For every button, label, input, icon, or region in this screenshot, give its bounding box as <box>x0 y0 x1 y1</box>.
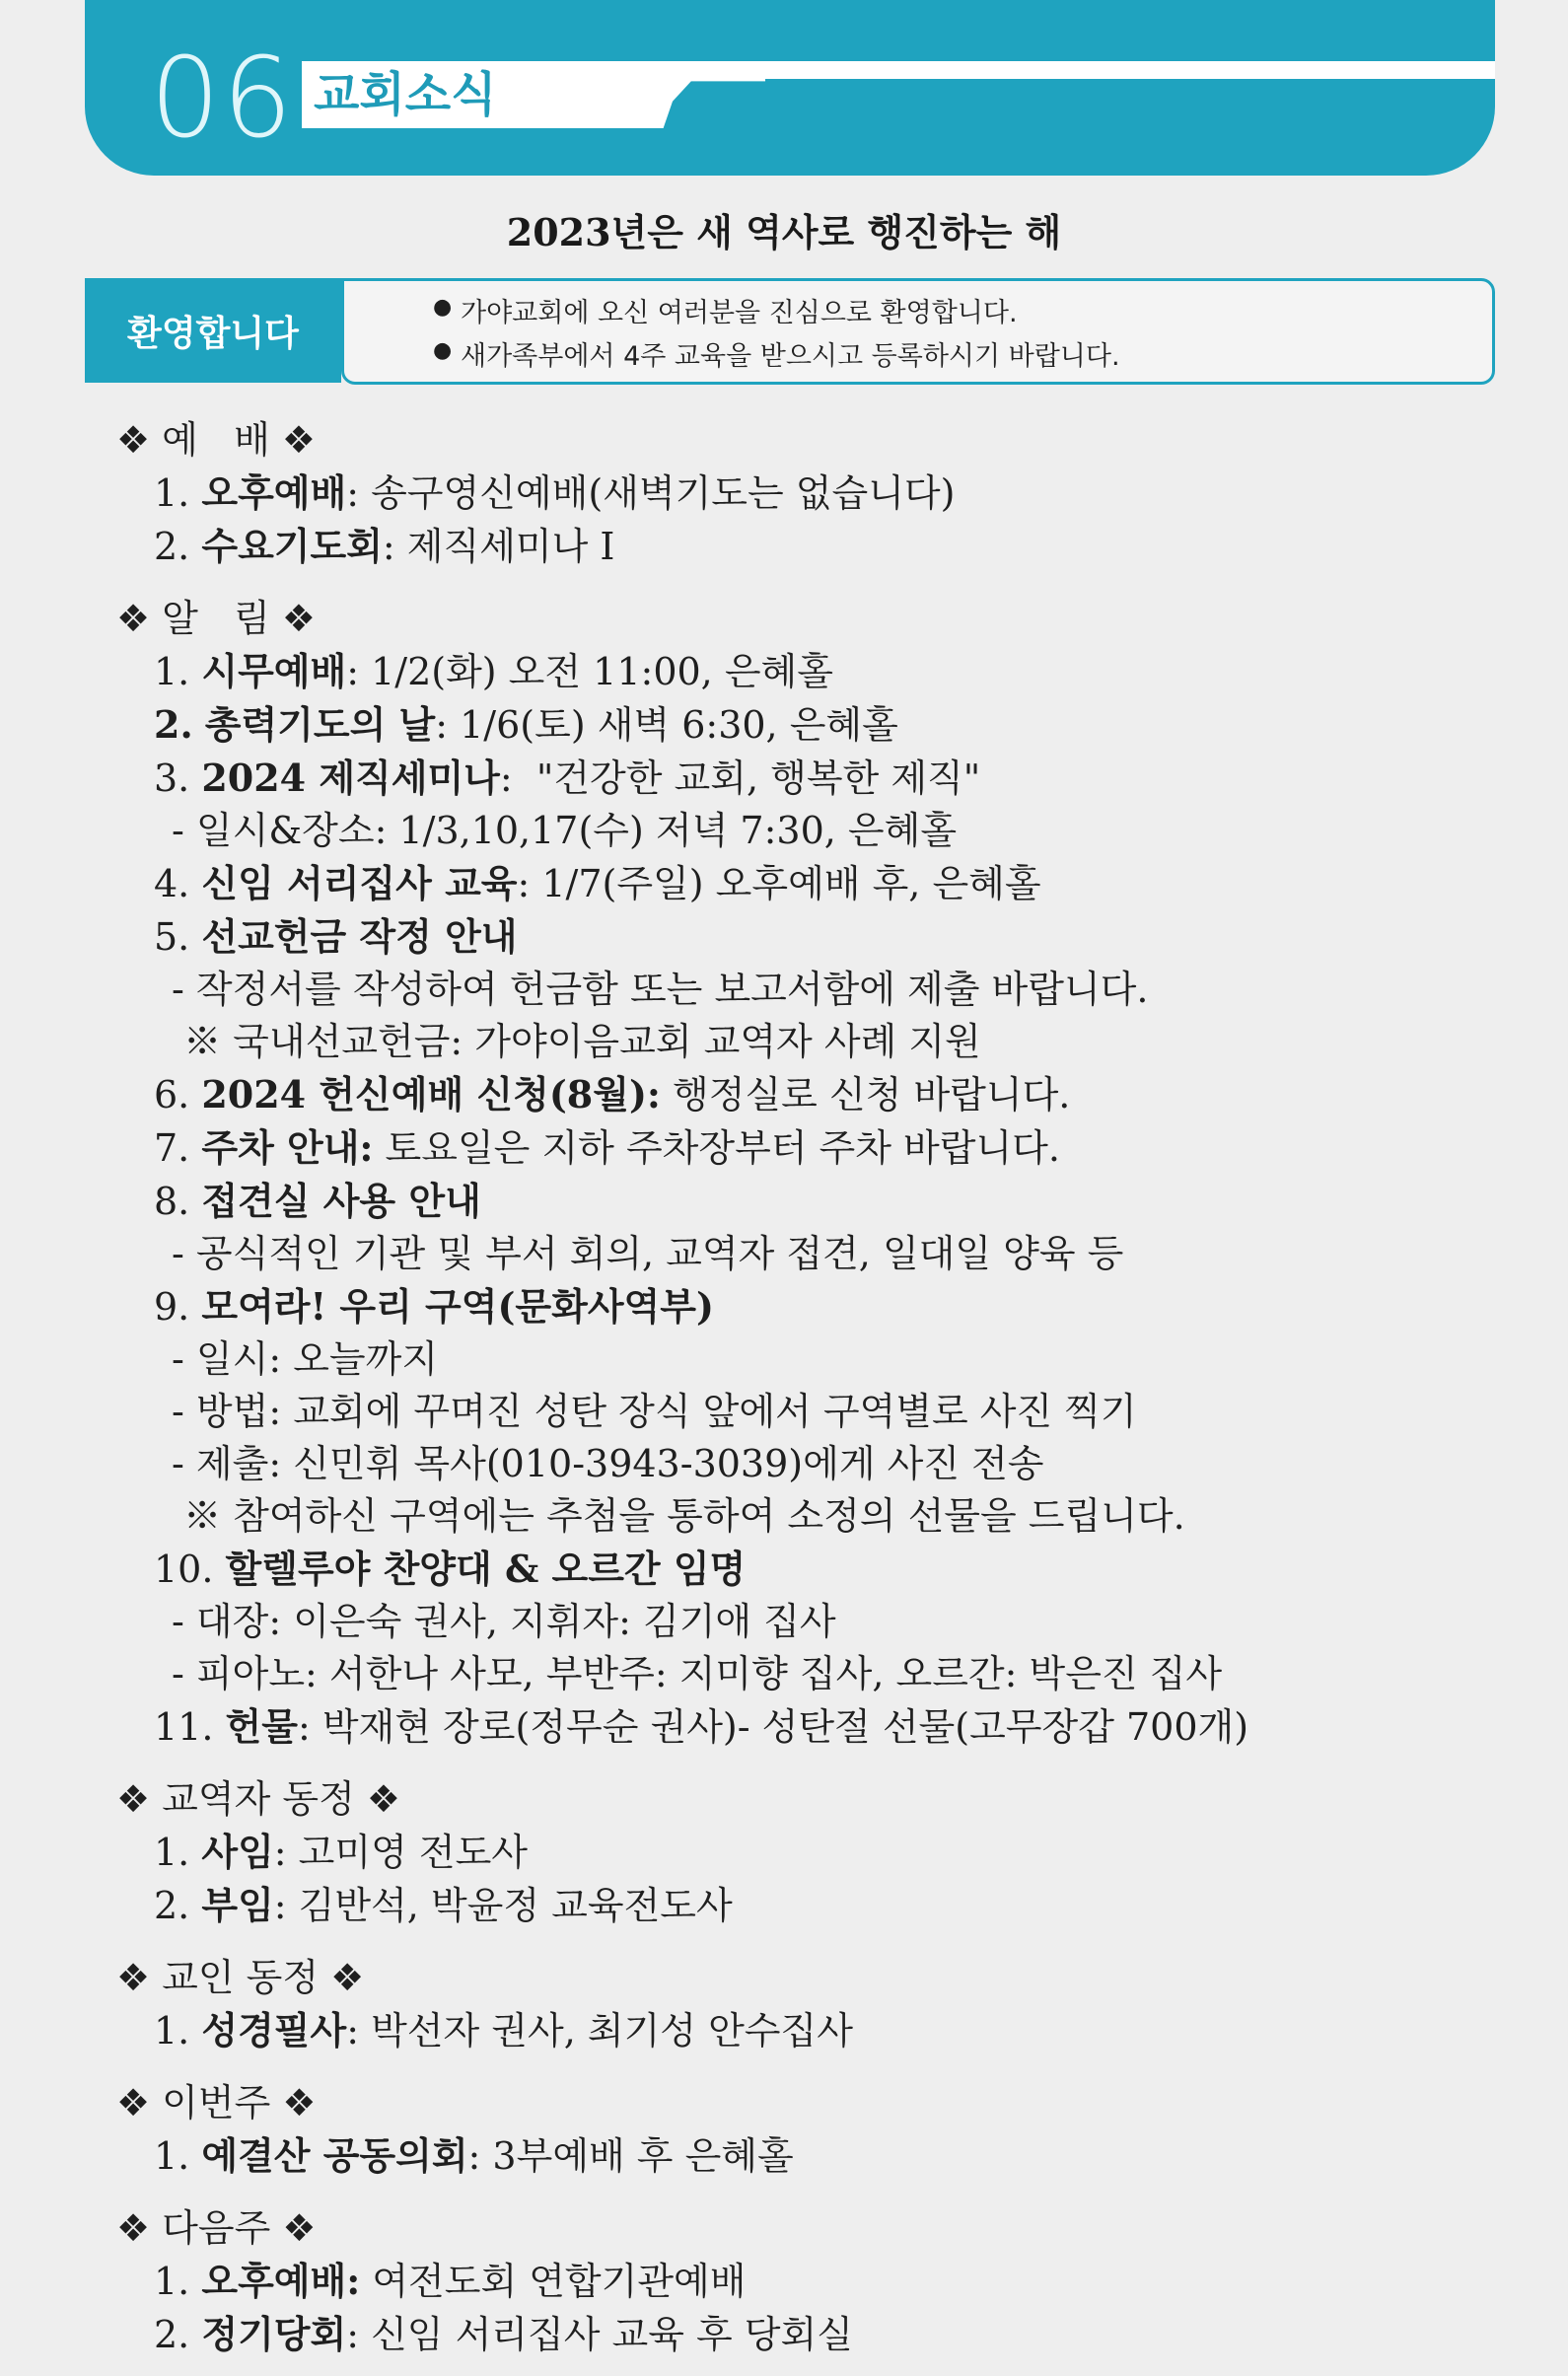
item-label: 할렐루야 찬양대 & 오르간 임명 <box>225 1547 747 1591</box>
item-detail: : 1/6(토) 새벽 6:30, 은혜홀 <box>435 703 898 747</box>
announcement-section <box>116 593 1477 1754</box>
item-label: 신임 서리집사 교육 <box>201 861 518 905</box>
section-heading <box>116 2077 1477 2129</box>
diamond-icon: ❖ <box>270 2206 317 2250</box>
item-label: 총력기도의 날 <box>204 702 436 747</box>
item-detail: 여전도회 연합기관예배 <box>360 2260 747 2303</box>
list-subitem: - 일시&장소: 1/3,10,17(수) 저녁 7:30, 은혜홀 <box>172 809 958 852</box>
item-number: 2. <box>154 702 193 747</box>
welcome-box <box>85 278 1495 383</box>
item-number: 8. <box>154 1180 190 1223</box>
list-item <box>116 1700 1477 1754</box>
list-item <box>116 1543 1477 1596</box>
announcements <box>116 414 1477 2361</box>
list-item <box>116 2255 1477 2308</box>
section-heading-text: 이번주 <box>162 2081 271 2124</box>
announcement-section <box>116 414 1477 573</box>
list-item <box>116 2129 1477 2183</box>
item-number: 1. <box>154 1831 190 1874</box>
item-number: 6. <box>154 1073 190 1116</box>
list-item <box>116 2308 1477 2361</box>
diamond-icon: ❖ <box>319 1956 365 1999</box>
item-number: 1. <box>154 2260 190 2303</box>
item-label: 성경필사 <box>201 2008 347 2052</box>
announcement-section <box>116 2077 1477 2183</box>
section-heading <box>116 593 1477 645</box>
item-number: 5. <box>154 915 190 959</box>
item-label: 선교헌금 작정 안내 <box>201 914 518 959</box>
list-subitem: ※ 참여하신 구역에는 추첨을 통하여 소정의 선물을 드립니다. <box>172 1494 1185 1538</box>
item-number: 1. <box>154 2134 190 2178</box>
item-label: 예결산 공동의회 <box>201 2133 468 2178</box>
section-heading-text: 교역자 동정 <box>162 1777 355 1821</box>
item-label: 오후예배 <box>201 470 347 515</box>
item-number: 2. <box>154 2313 190 2356</box>
section-heading-text: 알 림 <box>162 597 270 640</box>
list-subitem: - 일시: 오늘까지 <box>172 1337 439 1381</box>
announcement-section <box>116 2202 1477 2361</box>
item-number: 1. <box>154 471 190 515</box>
item-label: 오후예배: <box>201 2259 361 2303</box>
diamond-icon: ❖ <box>116 2206 163 2250</box>
item-label: 2024 제직세미나 <box>201 756 500 800</box>
item-detail: : 1/2(화) 오전 11:00, 은혜홀 <box>346 650 833 693</box>
list-subitem: - 공식적인 기관 및 부서 회의, 교역자 접견, 일대일 양육 등 <box>172 1232 1124 1275</box>
bullet-icon: ● <box>433 338 453 363</box>
section-header-banner <box>85 0 1495 176</box>
list-subitem: ※ 국내선교헌금: 가야이음교회 교역자 사례 지원 <box>172 1020 981 1063</box>
list-subitem: - 작정서를 작성하여 헌금함 또는 보고서함에 제출 바랍니다. <box>172 968 1149 1011</box>
item-detail: 토요일은 지하 주차장부터 주차 바랍니다. <box>373 1126 1060 1170</box>
list-item <box>116 467 1477 520</box>
section-heading <box>116 414 1477 467</box>
item-detail: : 제직세미나 Ⅰ <box>382 525 615 568</box>
item-detail: : 1/7(주일) 오후예배 후, 은혜홀 <box>517 862 1041 905</box>
item-detail: : 신임 서리집사 교육 후 당회실 <box>346 2313 853 2356</box>
diamond-icon: ❖ <box>116 1777 163 1821</box>
item-label: 모여라! 우리 구역(문화사역부) <box>201 1284 714 1329</box>
diamond-icon: ❖ <box>116 1956 163 1999</box>
item-number: 9. <box>154 1285 190 1329</box>
announcement-section <box>116 1952 1477 2057</box>
item-label: 시무예배 <box>201 649 347 693</box>
item-label: 헌물 <box>225 1704 298 1749</box>
item-number: 11. <box>154 1705 214 1749</box>
list-item <box>116 752 1477 805</box>
section-heading <box>116 1952 1477 2004</box>
section-heading-text: 교인 동정 <box>162 1956 320 1999</box>
section-number: 06 <box>150 35 295 163</box>
list-subitem: - 제출: 신민휘 목사(010-3943-3039)에게 사진 전송 <box>172 1442 1044 1485</box>
list-item <box>116 857 1477 910</box>
welcome-line: 가야교회에 오신 여러분을 진심으로 환영합니다. <box>461 298 1018 328</box>
list-subitem: - 피아노: 서한나 사모, 부반주: 지미향 집사, 오르간: 박은진 집사 <box>172 1652 1223 1695</box>
section-heading <box>116 1773 1477 1826</box>
item-number: 2. <box>154 525 190 568</box>
item-detail: : 박선자 권사, 최기성 안수집사 <box>346 2009 853 2052</box>
item-detail: : 송구영신예배(새벽기도는 없습니다) <box>346 471 956 515</box>
list-item <box>116 1826 1477 1879</box>
item-label: 접견실 사용 안내 <box>201 1179 481 1223</box>
diamond-icon: ❖ <box>354 1777 400 1821</box>
item-number: 7. <box>154 1126 190 1170</box>
list-item <box>116 1121 1477 1175</box>
list-item <box>116 2004 1477 2057</box>
section-heading-text: 다음주 <box>162 2206 271 2250</box>
item-label: 정기당회 <box>201 2312 347 2356</box>
diamond-icon: ❖ <box>270 2081 317 2124</box>
list-item <box>116 520 1477 573</box>
item-number: 2. <box>154 1884 190 1927</box>
section-title: 교회소식 <box>314 67 497 122</box>
diamond-icon: ❖ <box>269 597 316 640</box>
list-subitem: - 방법: 교회에 꾸며진 성탄 장식 앞에서 구역별로 사진 찍기 <box>172 1390 1137 1433</box>
item-label: 사임 <box>201 1830 274 1874</box>
item-detail: : 김반석, 박윤정 교육전도사 <box>273 1884 733 1927</box>
item-number: 4. <box>154 862 190 905</box>
item-number: 1. <box>154 650 190 693</box>
announcement-section <box>116 1773 1477 1932</box>
item-detail: : "건강한 교회, 행복한 제직" <box>499 756 981 800</box>
section-heading-text: 예 배 <box>162 418 270 462</box>
list-subitem: - 대장: 이은숙 권사, 지휘자: 김기애 집사 <box>172 1600 836 1643</box>
diamond-icon: ❖ <box>116 2081 163 2124</box>
list-item <box>116 910 1477 964</box>
list-item <box>116 1068 1477 1121</box>
bullet-icon: ● <box>433 295 453 320</box>
item-detail: 행정실로 신청 바랍니다. <box>660 1073 1071 1116</box>
item-detail: : 박재현 장로(정무순 권사)- 성탄절 선물(고무장갑 700개) <box>297 1705 1249 1749</box>
item-detail: : 고미영 전도사 <box>273 1831 528 1874</box>
item-detail: : 3부예배 후 은혜홀 <box>467 2134 794 2178</box>
diamond-icon: ❖ <box>269 418 316 462</box>
yearly-motto: 2023년은 새 역사로 행진하는 해 <box>506 210 1062 254</box>
section-heading <box>116 2202 1477 2255</box>
item-number: 1. <box>154 2009 190 2052</box>
item-label: 부임 <box>201 1883 274 1927</box>
welcome-label: 환영합니다 <box>85 278 341 383</box>
welcome-body <box>341 278 1495 385</box>
diamond-icon: ❖ <box>116 418 163 462</box>
welcome-line: 새가족부에서 4주 교육을 받으시고 등록하시기 바랍니다. <box>461 341 1120 372</box>
item-label: 주차 안내: <box>201 1125 374 1170</box>
item-label: 2024 헌신예배 신청(8월): <box>201 1072 661 1116</box>
list-item <box>116 1175 1477 1228</box>
list-item <box>116 645 1477 698</box>
item-label: 수요기도회 <box>201 524 383 568</box>
item-number: 3. <box>154 756 190 800</box>
diamond-icon: ❖ <box>116 597 163 640</box>
list-item <box>116 698 1477 752</box>
list-item <box>116 1879 1477 1932</box>
item-number: 10. <box>154 1548 214 1591</box>
list-item <box>116 1280 1477 1333</box>
